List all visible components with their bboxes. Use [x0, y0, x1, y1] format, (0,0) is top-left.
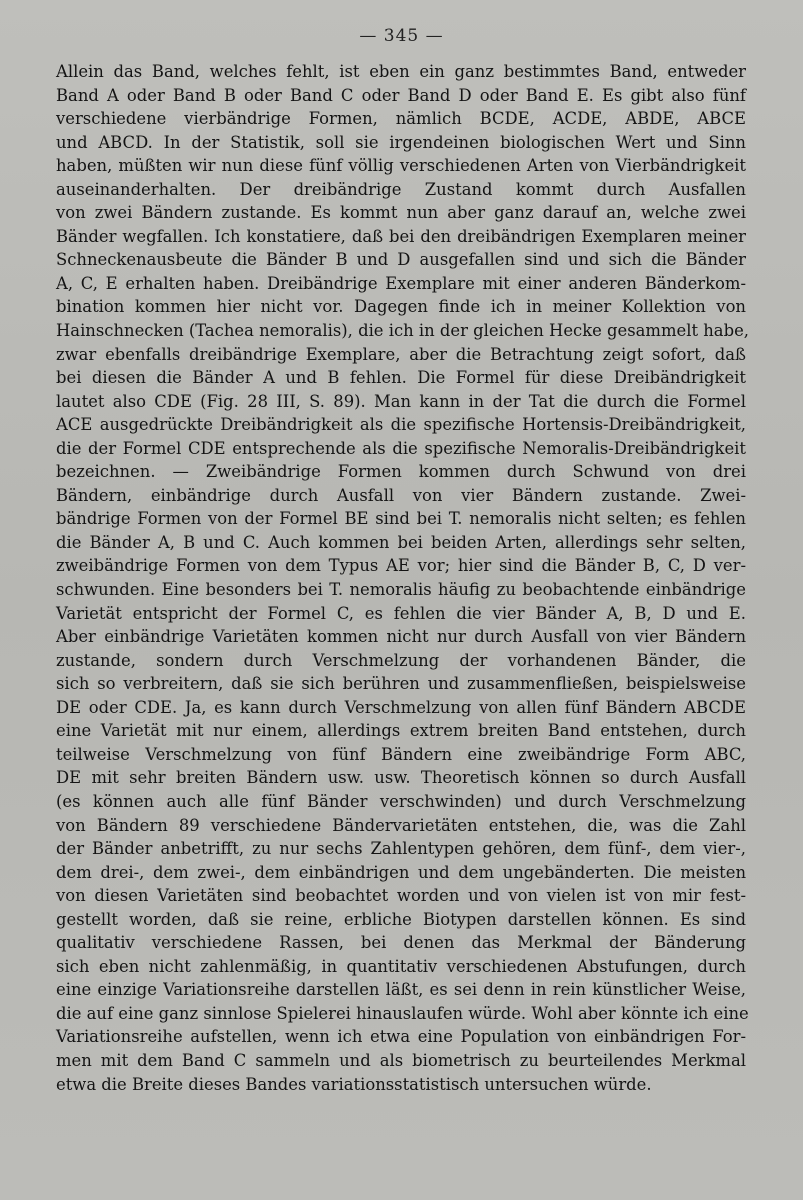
body-text [56, 60, 749, 1096]
text-line: bination kommen hier nicht vor. Dagegen finde ich in meiner Kollektion von [56, 297, 746, 317]
text-line: zwar ebenfalls dreibändrige Exemplare, aber die Betrachtung zeigt sofort, daß [56, 344, 746, 364]
text-line: teilweise Verschmelzung von fünf Bändern eine zweibändrige Form ABC, [56, 744, 746, 764]
text-line: von Bändern 89 verschiedene Bändervarietäten entstehen, die, was die Zahl [56, 815, 746, 835]
text-line: Band A oder Band B oder Band C oder Band D oder Band E. Es gibt also fünf [56, 85, 746, 105]
text-line: A, C, E erhalten haben. Dreibändrige Exemplare mit einer anderen Bänderkom- [56, 273, 746, 293]
text-line: lautet also CDE (Fig. 28 III, S. 89). Man kann in der Tat die durch die Formel [56, 391, 746, 411]
text-line: gestellt worden, daß sie reine, erbliche Biotypen darstellen können. Es sind [56, 909, 746, 929]
text-line: eine einzige Variationsreihe darstellen läßt, es sei denn in rein künstlicher Weise, [56, 980, 746, 1000]
text-line: Schneckenausbeute die Bänder B und D ausgefallen sind und sich die Bänder [56, 250, 746, 270]
page-number: — 345 — [359, 26, 444, 46]
text-line: die Bänder A, B und C. Auch kommen bei beiden Arten, allerdings sehr selten, [56, 532, 746, 552]
text-line: die der Formel CDE entsprechende als die spezifische Nemoralis-Dreibändrigkeit [56, 438, 746, 458]
text-line: (es können auch alle fünf Bänder verschwinden) und durch Verschmelzung [56, 791, 746, 811]
text-line: verschiedene vierbändrige Formen, nämlich BCDE, ACDE, ABDE, ABCE [56, 109, 746, 129]
text-line: und ABCD. In der Statistik, soll sie irgendeinen biologischen Wert und Sinn [56, 132, 746, 152]
text-line: sich eben nicht zahlenmäßig, in quantitativ verschiedenen Abstufungen, durch [56, 956, 746, 976]
text-line: von zwei Bändern zustande. Es kommt nun aber ganz darauf an, welche zwei [56, 203, 746, 223]
text-line: bändrige Formen von der Formel BE sind bei T. nemoralis nicht selten; es fehlen [56, 509, 746, 529]
text-line: auseinanderhalten. Der dreibändrige Zustand kommt durch Ausfallen [56, 179, 746, 199]
text-line: haben, müßten wir nun diese fünf völlig verschiedenen Arten von Vierbändrigkeit [56, 156, 746, 176]
text-line: Aber einbändrige Varietäten kommen nicht nur durch Ausfall von vier Bändern [56, 627, 746, 647]
text-line: zweibändrige Formen von dem Typus AE vor; hier sind die Bänder B, C, D ver- [56, 556, 746, 576]
text-line: der Bänder anbetrifft, zu nur sechs Zahlentypen gehören, dem fünf-, dem vier-, [56, 839, 746, 859]
text-line: etwa die Breite dieses Bandes variationsstatistisch untersuchen würde. [56, 1074, 652, 1094]
text-line: bezeichnen. — Zweibändrige Formen kommen durch Schwund von drei [56, 462, 746, 482]
text-line: eine Varietät mit nur einem, allerdings extrem breiten Band entstehen, durch [56, 721, 746, 741]
text-line: Varietät entspricht der Formel C, es fehlen die vier Bänder A, B, D und E. [56, 603, 746, 623]
text-line: Allein das Band, welches fehlt, ist eben ein ganz bestimmtes Band, entweder [56, 62, 746, 81]
text-line: zustande, sondern durch Verschmelzung der vorhandenen Bänder, die [56, 650, 746, 670]
text-line: dem drei-, dem zwei-, dem einbändrigen und dem ungebänderten. Die meisten [56, 862, 746, 882]
text-line: Hainschnecken (Tachea nemoralis), die ich in der gleichen Hecke gesammelt habe, [56, 321, 749, 341]
text-line: bei diesen die Bänder A und B fehlen. Die Formel für diese Dreibändrigkeit [56, 368, 746, 388]
text-line: von diesen Varietäten sind beobachtet worden und von vielen ist von mir fest- [56, 886, 746, 906]
text-line: sich so verbreitern, daß sie sich berühren und zusammenfließen, beispielsweise [56, 674, 746, 694]
text-line: schwunden. Eine besonders bei T. nemoralis häufig zu beobachtende einbändrige [56, 580, 746, 600]
text-line: men mit dem Band C sammeln und als biometrisch zu beurteilendes Merkmal [56, 1050, 746, 1070]
text-line: qualitativ verschiedene Rassen, bei denen das Merkmal der Bänderung [56, 933, 746, 953]
text-line: Variationsreihe aufstellen, wenn ich etwa eine Population von einbändrigen For- [56, 1027, 746, 1047]
text-line: DE oder CDE. Ja, es kann durch Verschmelzung von allen fünf Bändern ABCDE [56, 697, 746, 717]
text-line: ACE ausgedrückte Dreibändrigkeit als die spezifische Hortensis-Dreibändrigkeit, [56, 415, 746, 435]
text-line: Bändern, einbändrige durch Ausfall von vier Bändern zustande. Zwei- [56, 485, 746, 505]
text-line: die auf eine ganz sinnlose Spielerei hinauslaufen würde. Wohl aber könnte ich eine [56, 1003, 749, 1023]
text-line: DE mit sehr breiten Bändern usw. usw. Theoretisch können so durch Ausfall [56, 768, 746, 788]
text-line: Bänder wegfallen. Ich konstatiere, daß bei den dreibändrigen Exemplaren meiner [56, 226, 746, 246]
